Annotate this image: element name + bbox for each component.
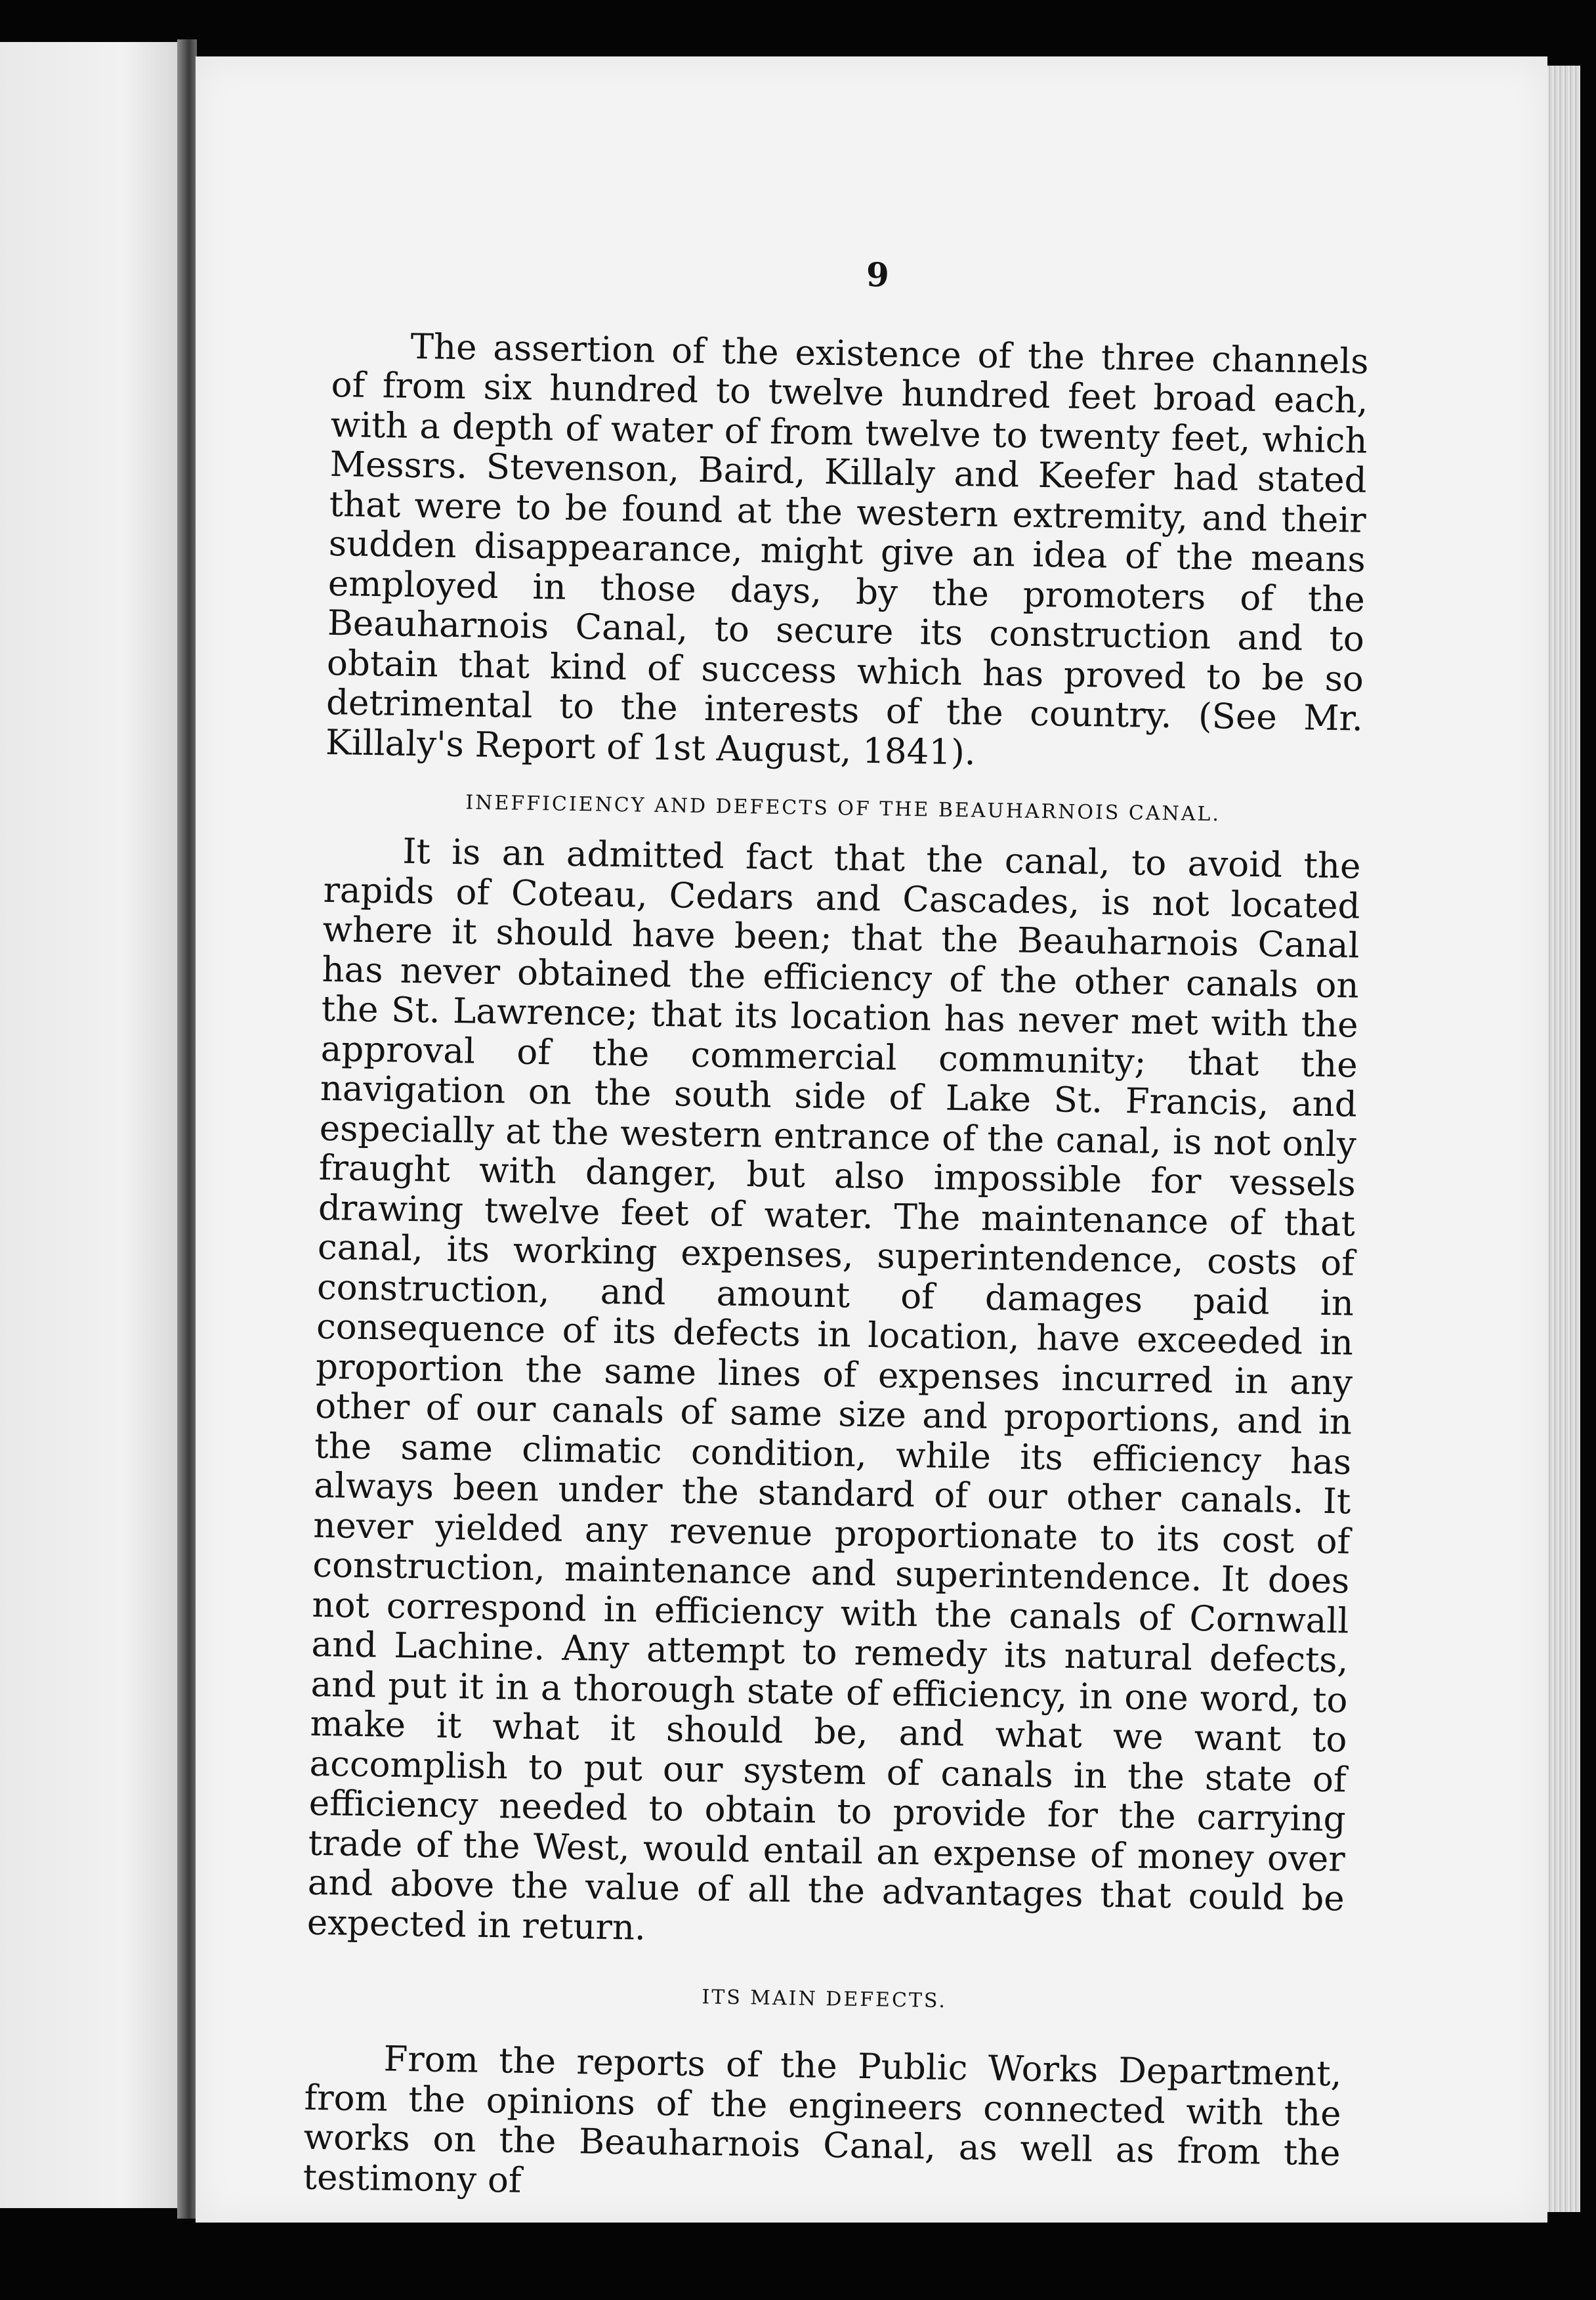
paragraph-channels-assertion: The assertion of the existence of the three channels of from six hundred to twelve hundred feet broad each, with a depth of water of from twelve to twenty feet, which Messrs. Stevenson, Baird, Killaly and Keefer had stated that were to be found at the western extremity, and their sudden disappearance, might give an idea of the means employed in those days, by the promoters of the Beauharnois Canal, to secure its construction and to obtain that kind of success which has proved to be so detrimental to the interests of the country. (See Mr. Killaly's Report of 1st August, 1841).: [325, 326, 1369, 773]
scanned-page: [196, 56, 1547, 2223]
paragraph-reports: From the reports of the Public Works Department, from the opinions of the engineers connected with the works on the Beauharnois Canal, as well as from the testimony of: [303, 2039, 1342, 2201]
left-facing-page: [0, 42, 177, 2208]
page-content: [303, 247, 1370, 2213]
page-number: 9: [866, 255, 890, 295]
page-stack-edge: [1546, 66, 1580, 2212]
section-heading-inefficiency: INEFFICIENCY AND DEFECTS OF THE BEAUHARNOIS CANAL.: [465, 791, 1221, 826]
paragraph-admitted-fact: It is an admitted fact that the canal, to avoid the rapids of Coteau, Cedars and Cascades, is not located where it should have been; that the Beauharnois Canal has never obtained the efficiency of the other canals on the St. Lawrence; that its location has never met with the approval of the commercial community; that the navigation on the south side of Lake St. Francis, and especially at the western entrance of the canal, is not only fraught with danger, but also impossible for vessels drawing twelve feet of water. The maintenance of that canal, its working expenses, superintendence, costs of construction, and amount of damages paid in consequence of its defects in location, have exceeded in proportion the same lines of expenses incurred in any other of our canals of same size and proportions, and in the same climatic condition, while its efficiency has always been under the standard of our other canals. It never yielded any revenue proportionate to its cost of construction, maintenance and superintendence. It does not correspond in efficiency with the canals of Cornwall and Lachine. Any attempt to remedy its natural defects, and put it in a thorough state of efficiency, in one word, to make it what it should be, and what we want to accomplish to put our system of canals in the state of efficiency needed to obtain to provide for the carrying trade of the West, would entail an expense of money over and above the value of all the advantages that could be expected in return.: [306, 831, 1361, 1948]
section-heading-main-defects: ITS MAIN DEFECTS.: [702, 1986, 948, 2013]
book-gutter: [177, 39, 197, 2219]
